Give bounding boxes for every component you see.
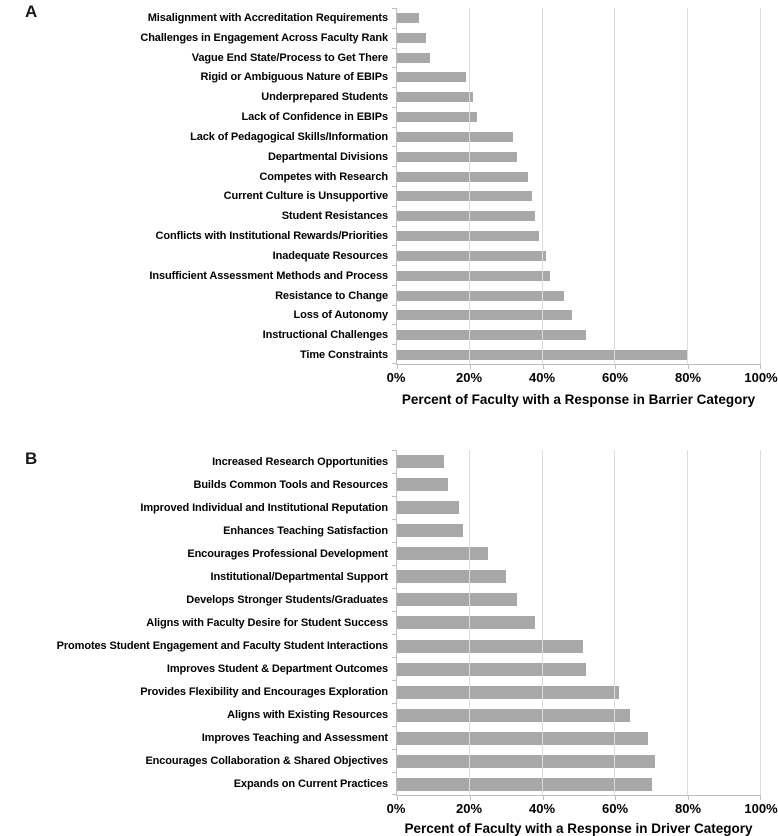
bar-row <box>397 450 761 473</box>
x-tick-label: 100% <box>744 370 778 385</box>
bar <box>397 251 546 261</box>
bar-row <box>397 473 761 496</box>
category-label: Resistance to Change <box>275 289 388 302</box>
category-label: Lack of Confidence in EBIPs <box>241 111 388 124</box>
y-axis-tick <box>392 226 397 227</box>
x-tick-label: 80% <box>674 801 702 816</box>
driver-plot-area <box>396 450 761 796</box>
y-axis-tick <box>392 344 397 345</box>
category-label: Improves Student & Department Outcomes <box>166 663 388 676</box>
bar-row <box>397 28 761 48</box>
x-axis-tick <box>470 796 471 800</box>
panel-b-letter: B <box>25 449 38 468</box>
x-axis-tick <box>397 796 398 800</box>
x-axis-tick <box>543 796 544 800</box>
bar <box>397 92 473 102</box>
y-axis-tick <box>392 772 397 773</box>
bar-row <box>397 246 761 266</box>
category-label: Competes with Research <box>259 170 388 183</box>
y-axis-tick <box>392 28 397 29</box>
bar-row <box>397 48 761 68</box>
x-tick-label: 60% <box>601 801 629 816</box>
bar <box>397 112 477 122</box>
x-axis-tick <box>615 796 616 800</box>
bar-row <box>397 727 761 750</box>
bar <box>397 686 619 699</box>
driver-bars <box>397 450 761 795</box>
bar-row <box>397 305 761 325</box>
y-axis-tick <box>392 285 397 286</box>
bar <box>397 310 572 320</box>
panel-a-letter: A <box>25 2 38 21</box>
y-axis-tick <box>392 87 397 88</box>
y-axis-tick <box>392 634 397 635</box>
y-axis-tick <box>392 565 397 566</box>
bar-row <box>397 773 761 796</box>
y-axis-tick <box>392 146 397 147</box>
gridline-100 <box>760 450 761 795</box>
x-axis-tick <box>688 365 689 369</box>
y-axis-tick <box>392 794 397 795</box>
bar-row <box>397 147 761 167</box>
bar-row <box>397 519 761 542</box>
y-axis-tick <box>392 8 397 9</box>
gridline-80 <box>687 8 688 364</box>
y-axis-tick <box>392 127 397 128</box>
bar <box>397 663 586 676</box>
barrier-category-labels <box>0 8 388 365</box>
y-axis-tick <box>392 67 397 68</box>
y-axis-tick <box>392 519 397 520</box>
y-axis-tick <box>392 703 397 704</box>
gridline-20 <box>469 450 470 795</box>
bar-row <box>397 658 761 681</box>
category-label: Improved Individual and Institutional Reputation <box>140 501 388 514</box>
y-axis-tick <box>392 726 397 727</box>
bar-row <box>397 635 761 658</box>
x-axis-tick <box>760 365 761 369</box>
category-label: Current Culture is Unsupportive <box>223 190 388 203</box>
category-label: Insufficient Assessment Methods and Process <box>149 269 388 282</box>
x-tick-label: 20% <box>455 370 483 385</box>
driver-category-labels <box>0 450 388 796</box>
bar <box>397 455 444 468</box>
bar-row <box>397 87 761 107</box>
bar <box>397 570 506 583</box>
bar <box>397 13 419 23</box>
barrier-x-axis-ticks <box>386 370 778 386</box>
y-axis-tick <box>392 265 397 266</box>
bar <box>397 547 488 560</box>
category-label: Student Resistances <box>281 210 388 223</box>
category-label: Expands on Current Practices <box>233 778 388 791</box>
y-axis-tick <box>392 542 397 543</box>
category-label: Promotes Student Engagement and Faculty Student Interactions <box>56 640 388 653</box>
category-label: Instructional Challenges <box>262 329 388 342</box>
bar <box>397 172 528 182</box>
barrier-x-axis-title: Percent of Faculty with a Response in Barrier Category <box>401 392 756 407</box>
y-axis-tick <box>392 657 397 658</box>
x-tick-label: 0% <box>386 801 406 816</box>
y-axis-tick <box>392 611 397 612</box>
bar <box>397 291 564 301</box>
y-axis-tick <box>392 450 397 451</box>
x-axis-tick <box>760 796 761 800</box>
category-label: Increased Research Opportunities <box>212 455 388 468</box>
bar-row <box>397 542 761 565</box>
gridline-20 <box>469 8 470 364</box>
category-label: Vague End State/Process to Get There <box>191 51 388 64</box>
category-label: Inadequate Resources <box>272 249 388 262</box>
x-tick-label: 0% <box>386 370 406 385</box>
category-label: Misalignment with Accreditation Requirements <box>147 11 388 24</box>
bar <box>397 732 648 745</box>
bar <box>397 350 688 360</box>
category-label: Lack of Pedagogical Skills/Information <box>190 130 388 143</box>
bar <box>397 524 463 537</box>
bar <box>397 478 448 491</box>
x-tick-label: 80% <box>674 370 702 385</box>
bar <box>397 152 517 162</box>
x-axis-tick <box>543 365 544 369</box>
y-axis-tick <box>392 496 397 497</box>
gridline-40 <box>542 8 543 364</box>
x-tick-label: 40% <box>528 801 556 816</box>
category-label: Time Constraints <box>299 348 388 361</box>
gridline-60 <box>614 450 615 795</box>
bar-row <box>397 107 761 127</box>
y-axis-tick <box>392 166 397 167</box>
x-axis-tick <box>688 796 689 800</box>
driver-x-axis-title: Percent of Faculty with a Response in Driver Category <box>404 821 753 836</box>
bar-row <box>397 704 761 727</box>
driver-bar-chart <box>0 440 778 834</box>
bar <box>397 72 466 82</box>
barrier-plot-area <box>396 8 761 365</box>
panel-b <box>0 440 778 834</box>
category-label: Aligns with Faculty Desire for Student Success <box>146 616 388 629</box>
category-label: Institutional/Departmental Support <box>210 570 388 583</box>
bar-row <box>397 588 761 611</box>
bar-row <box>397 266 761 286</box>
category-label: Loss of Autonomy <box>293 309 388 322</box>
x-axis-tick <box>470 365 471 369</box>
x-axis-tick <box>397 365 398 369</box>
bar <box>397 709 630 722</box>
bar-row <box>397 345 761 365</box>
category-label: Rigid or Ambiguous Nature of EBIPs <box>200 71 388 84</box>
y-axis-tick <box>392 48 397 49</box>
y-axis-tick <box>392 588 397 589</box>
bar-row <box>397 750 761 773</box>
category-label: Improves Teaching and Assessment <box>201 732 388 745</box>
y-axis-tick <box>392 473 397 474</box>
y-axis-tick <box>392 107 397 108</box>
bar-row <box>397 127 761 147</box>
bar <box>397 211 535 221</box>
bar <box>397 53 430 63</box>
category-label: Provides Flexibility and Encourages Exploration <box>140 686 388 699</box>
bar-row <box>397 565 761 588</box>
bar-row <box>397 167 761 187</box>
y-axis-tick <box>392 305 397 306</box>
bar <box>397 33 426 43</box>
y-axis-tick <box>392 324 397 325</box>
bar-row <box>397 226 761 246</box>
bar-row <box>397 611 761 634</box>
bar <box>397 330 586 340</box>
category-label: Departmental Divisions <box>267 150 388 163</box>
x-tick-label: 40% <box>528 370 556 385</box>
category-label: Builds Common Tools and Resources <box>193 478 388 491</box>
category-label: Develops Stronger Students/Graduates <box>186 593 388 606</box>
bar <box>397 616 535 629</box>
category-label: Aligns with Existing Resources <box>227 709 388 722</box>
bar-row <box>397 186 761 206</box>
category-label: Encourages Professional Development <box>187 547 388 560</box>
y-axis-tick <box>392 245 397 246</box>
category-label: Enhances Teaching Satisfaction <box>223 524 388 537</box>
driver-x-axis-ticks <box>386 801 778 817</box>
bar-row <box>397 286 761 306</box>
y-axis-tick <box>392 363 397 364</box>
y-axis-tick <box>392 680 397 681</box>
bar-row <box>397 681 761 704</box>
bar <box>397 640 583 653</box>
gridline-60 <box>614 8 615 364</box>
x-tick-label: 100% <box>744 801 778 816</box>
bar <box>397 132 513 142</box>
barrier-bars <box>397 8 761 364</box>
y-axis-tick <box>392 186 397 187</box>
bar <box>397 271 550 281</box>
x-axis-tick <box>615 365 616 369</box>
bar-row <box>397 206 761 226</box>
bar <box>397 501 459 514</box>
x-tick-label: 20% <box>455 801 483 816</box>
category-label: Underprepared Students <box>261 91 388 104</box>
gridline-80 <box>687 450 688 795</box>
gridline-40 <box>542 450 543 795</box>
category-label: Encourages Collaboration & Shared Objectives <box>145 755 388 768</box>
bar-row <box>397 8 761 28</box>
y-axis-tick <box>392 206 397 207</box>
bar <box>397 191 532 201</box>
bar-row <box>397 325 761 345</box>
bar <box>397 755 655 768</box>
bar-row <box>397 67 761 87</box>
y-axis-tick <box>392 749 397 750</box>
bar <box>397 593 517 606</box>
gridline-100 <box>760 8 761 364</box>
category-label: Conflicts with Institutional Rewards/Priorities <box>155 230 388 243</box>
category-label: Challenges in Engagement Across Faculty Rank <box>140 31 388 44</box>
bar-row <box>397 496 761 519</box>
x-tick-label: 60% <box>601 370 629 385</box>
